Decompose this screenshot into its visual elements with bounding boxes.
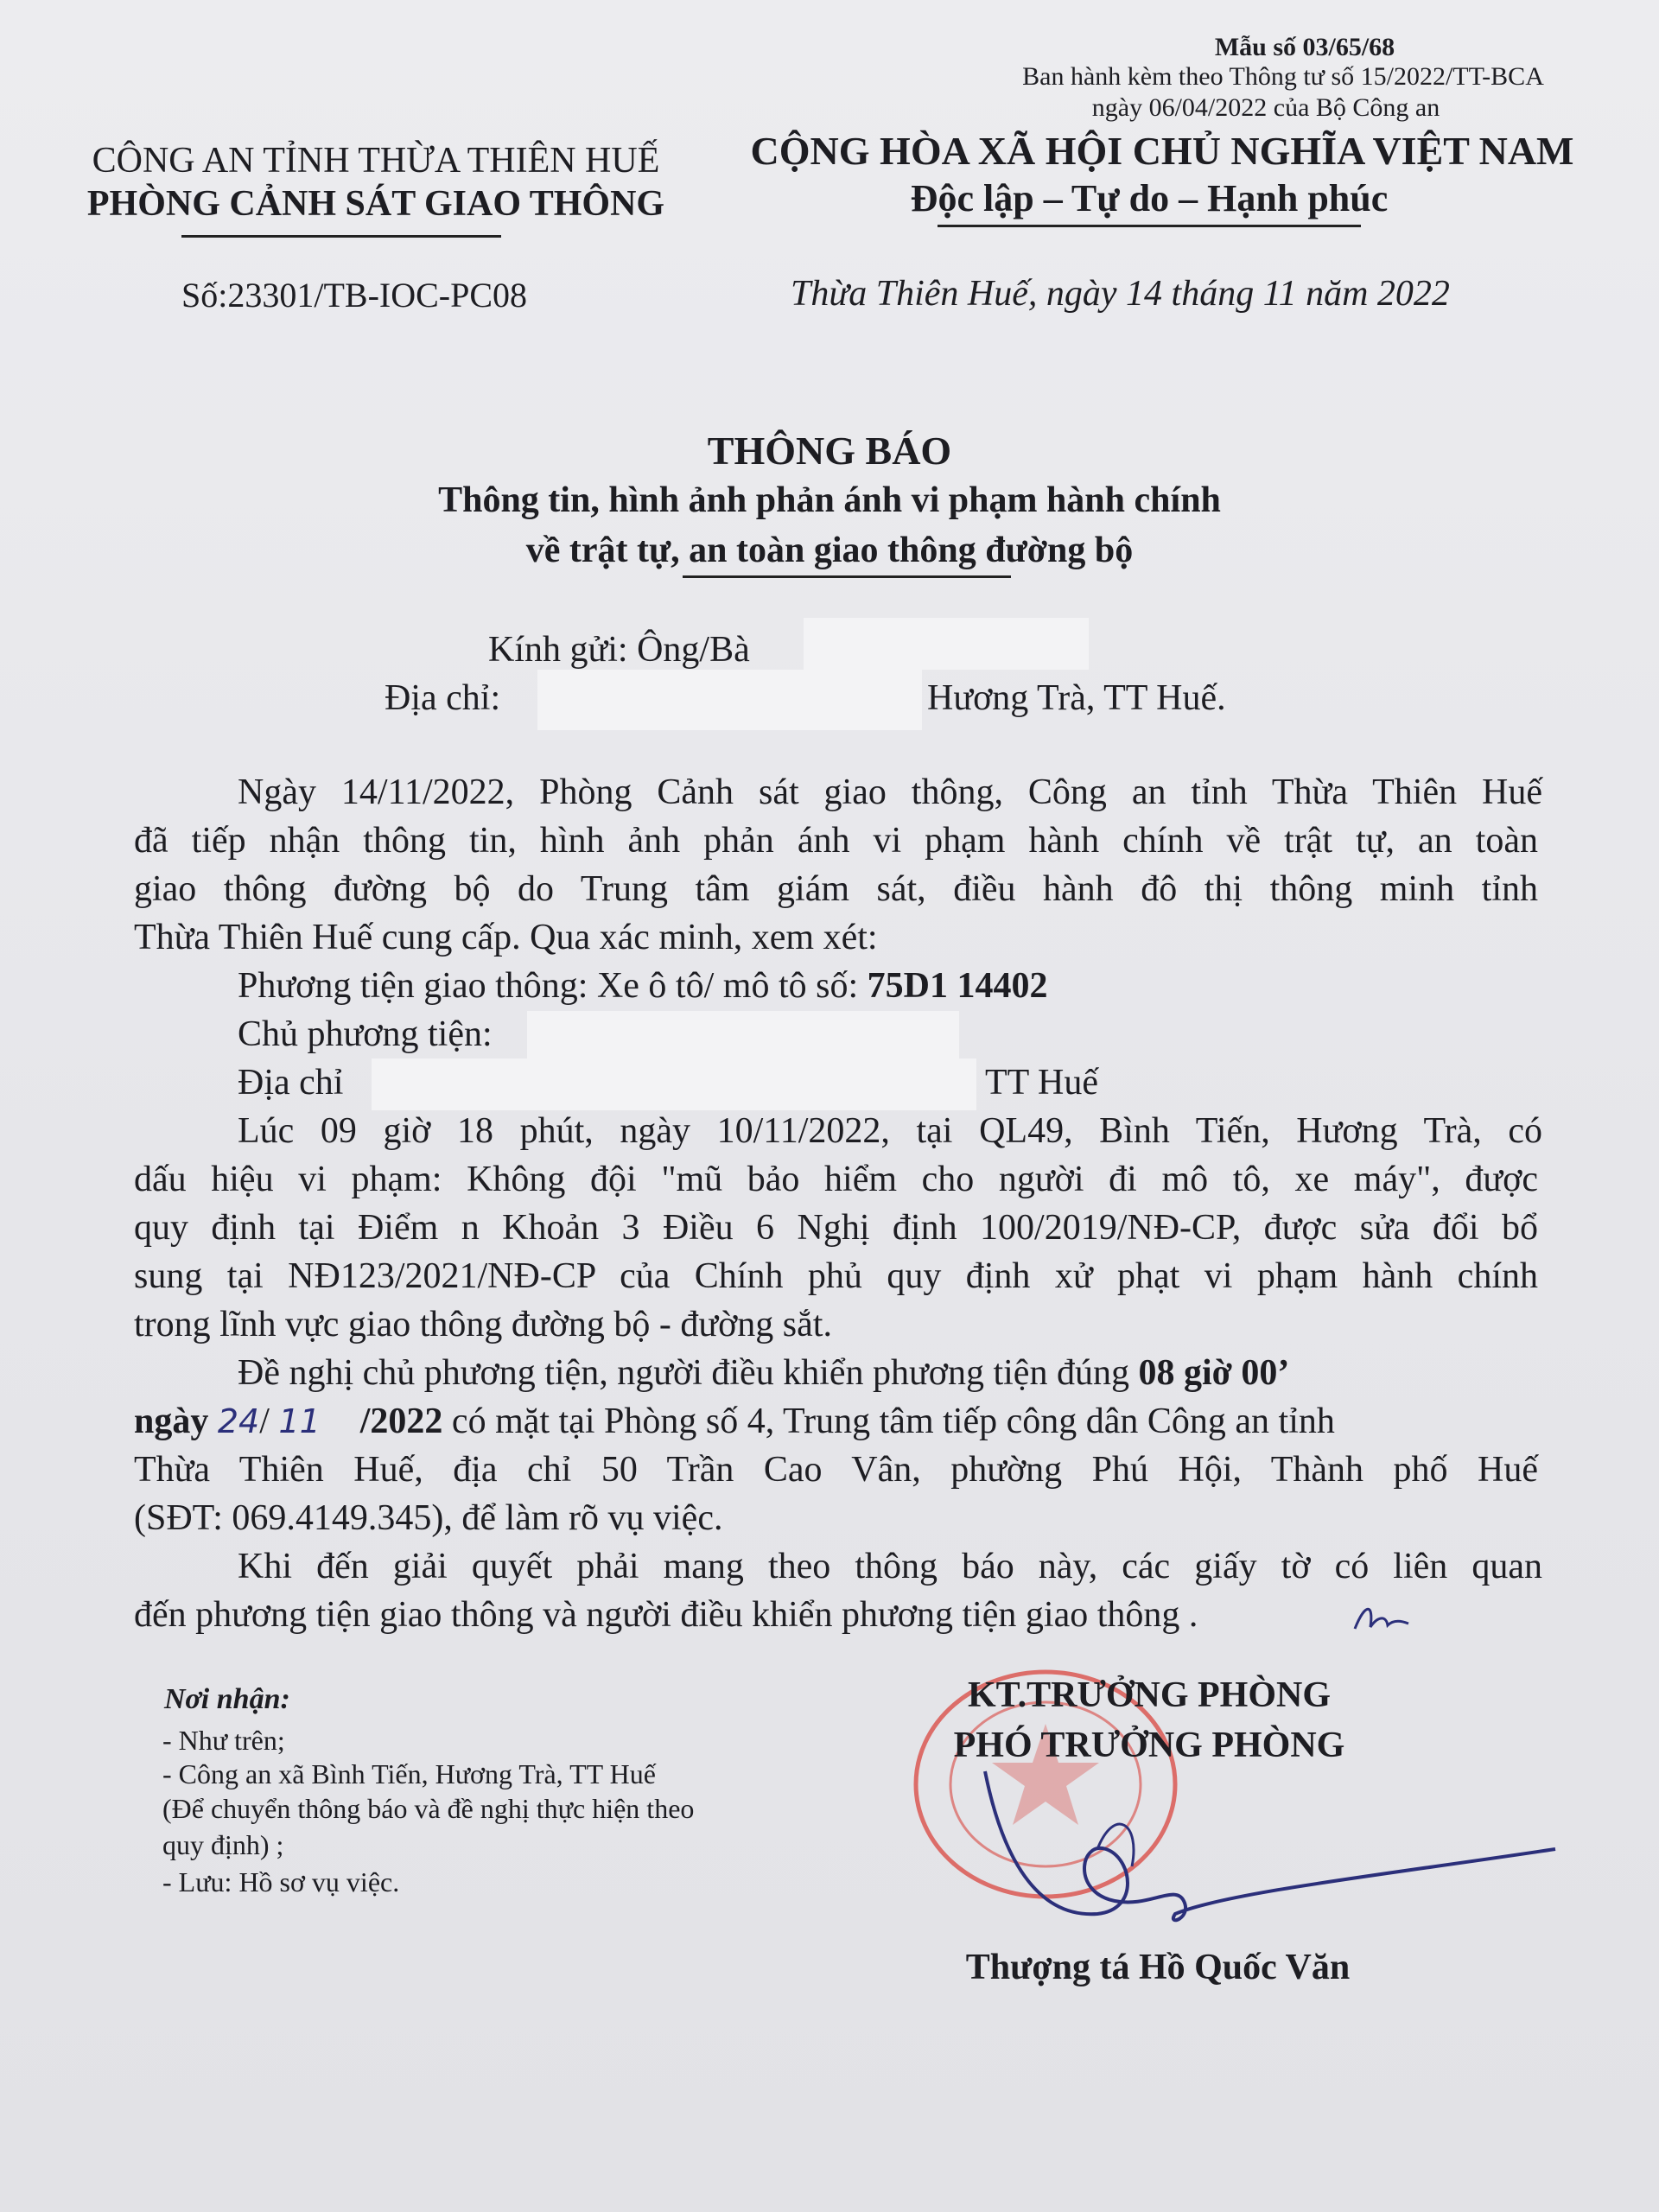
p2-line3: quy định tại Điểm n Khoản 3 Điều 6 Nghị định 100/2019/NĐ-CP, được sửa đổi bổ (134, 1208, 1538, 1248)
vehicle-plate: 75D1 14402 (867, 966, 1048, 1006)
agency-underline (181, 235, 501, 238)
form-issued-by: Ban hành kèm theo Thông tư số 15/2022/TT-BCA (1022, 62, 1544, 91)
p1-line3: giao thông đường bộ do Trung tâm giám sát, điều hành đô thị thông minh tỉnh (134, 869, 1538, 909)
handwritten-month: 11 (278, 1402, 321, 1440)
p2-line1: Lúc 09 giờ 18 phút, ngày 10/11/2022, tại QL49, Bình Tiến, Hương Trà, có (238, 1111, 1542, 1151)
handwritten-day: 24 (217, 1402, 260, 1440)
signature-title-line1: KT.TRƯỞNG PHÒNG (968, 1675, 1331, 1715)
appointment-year: /2022 (359, 1402, 443, 1441)
agency-unit: PHÒNG CẢNH SÁT GIAO THÔNG (86, 184, 665, 224)
p1-line2: đã tiếp nhận thông tin, hình ảnh phản ánh vi phạm hành chính về trật tự, an toàn (134, 821, 1538, 861)
redacted-owner-address (372, 1058, 976, 1110)
recipient-item: quy định) ; (162, 1829, 284, 1860)
agency-parent: CÔNG AN TỈNH THỪA THIÊN HUẾ (92, 141, 660, 181)
redacted-address (537, 670, 922, 730)
p2-line4: sung tại NĐ123/2021/NĐ-CP của Chính phủ quy định xử phạt vi phạm hành chính (134, 1256, 1538, 1296)
recipients-title: Nơi nhận: (164, 1683, 290, 1715)
recipient-item: (Để chuyển thông báo và đề nghị thực hiện theo (162, 1793, 695, 1824)
appointment-time: 08 giờ 00’ (1138, 1353, 1290, 1393)
p1-line1: Ngày 14/11/2022, Phòng Cảnh sát giao thông, Công an tỉnh Thừa Thiên Huế (238, 772, 1542, 812)
owner-label: Chủ phương tiện: (238, 1014, 493, 1054)
signer-name: Thượng tá Hồ Quốc Văn (965, 1948, 1351, 1987)
p2-line2: dấu hiệu vi phạm: Không đội "mũ bảo hiểm cho người đi mô tô, xe máy", được (134, 1160, 1538, 1199)
vehicle-label: Phương tiện giao thông: Xe ô tô/ mô tô số: (238, 966, 868, 1006)
document-subtitle-line2: về trật tự, an toàn giao thông đường bộ (525, 531, 1134, 570)
nation-title: CỘNG HÒA XÃ HỘI CHỦ NGHĨA VIỆT NAM (750, 129, 1574, 173)
owner-address-label: Địa chỉ (238, 1063, 344, 1103)
address-label: Địa chỉ: (385, 678, 501, 718)
redacted-owner (527, 1011, 959, 1063)
p3-line3: Thừa Thiên Huế, địa chỉ 50 Trần Cao Vân, phường Phú Hội, Thành phố Huế (134, 1450, 1538, 1490)
p3-line4: (SĐT: 069.4149.345), để làm rõ vụ việc. (134, 1498, 723, 1538)
document-subtitle-line1: Thông tin, hình ảnh phản ánh vi phạm hành chính (438, 480, 1221, 520)
handwritten-signature (968, 1754, 1573, 1944)
recipient-item: - Công an xã Bình Tiến, Hương Trà, TT Huế (162, 1758, 656, 1789)
subtitle-underline (683, 575, 1011, 578)
address-tail: Hương Trà, TT Huế. (927, 678, 1226, 718)
redacted-name (804, 618, 1089, 670)
recipient-item: - Lưu: Hồ sơ vụ việc. (162, 1866, 400, 1897)
p3-line2 (134, 1401, 1538, 1442)
salutation: Kính gửi: Ông/Bà (488, 630, 750, 670)
signature-title-line2: PHÓ TRƯỞNG PHÒNG (953, 1726, 1345, 1765)
recipient-item: - Như trên; (162, 1725, 285, 1756)
p4-line1: Khi đến giải quyết phải mang theo thông báo này, các giấy tờ có liên quan (238, 1547, 1542, 1586)
p2-line5: trong lĩnh vực giao thông đường bộ - đường sắt. (134, 1305, 832, 1344)
vehicle-line (238, 965, 1642, 1007)
place-date: Thừa Thiên Huế, ngày 14 tháng 11 năm 2022 (791, 274, 1450, 314)
p3-line2-text: có mặt tại Phòng số 4, Trung tâm tiếp công dân Công an tỉnh (442, 1402, 1335, 1441)
initial-mark (1348, 1594, 1417, 1646)
form-number: Mẫu số 03/65/68 (1214, 33, 1395, 61)
form-issued-date: ngày 06/04/2022 của Bộ Công an (1091, 93, 1440, 122)
document-title: THÔNG BÁO (707, 429, 952, 473)
owner-address-tail: TT Huế (985, 1063, 1099, 1103)
appointment-day-label: ngày (134, 1402, 218, 1441)
p1-line4: Thừa Thiên Huế cung cấp. Qua xác minh, xem xét: (134, 918, 878, 957)
document-number: Số:23301/TB-IOC-PC08 (181, 276, 528, 315)
p3-line1-text: Đề nghị chủ phương tiện, người điều khiển phương tiện đúng (238, 1353, 1139, 1393)
p4-line2: đến phương tiện giao thông và người điều khiển phương tiện giao thông . (134, 1595, 1198, 1635)
national-motto: Độc lập – Tự do – Hạnh phúc (910, 177, 1389, 219)
motto-underline (938, 225, 1361, 227)
p3-line1 (238, 1352, 1542, 1394)
date-separator: / (259, 1402, 279, 1441)
